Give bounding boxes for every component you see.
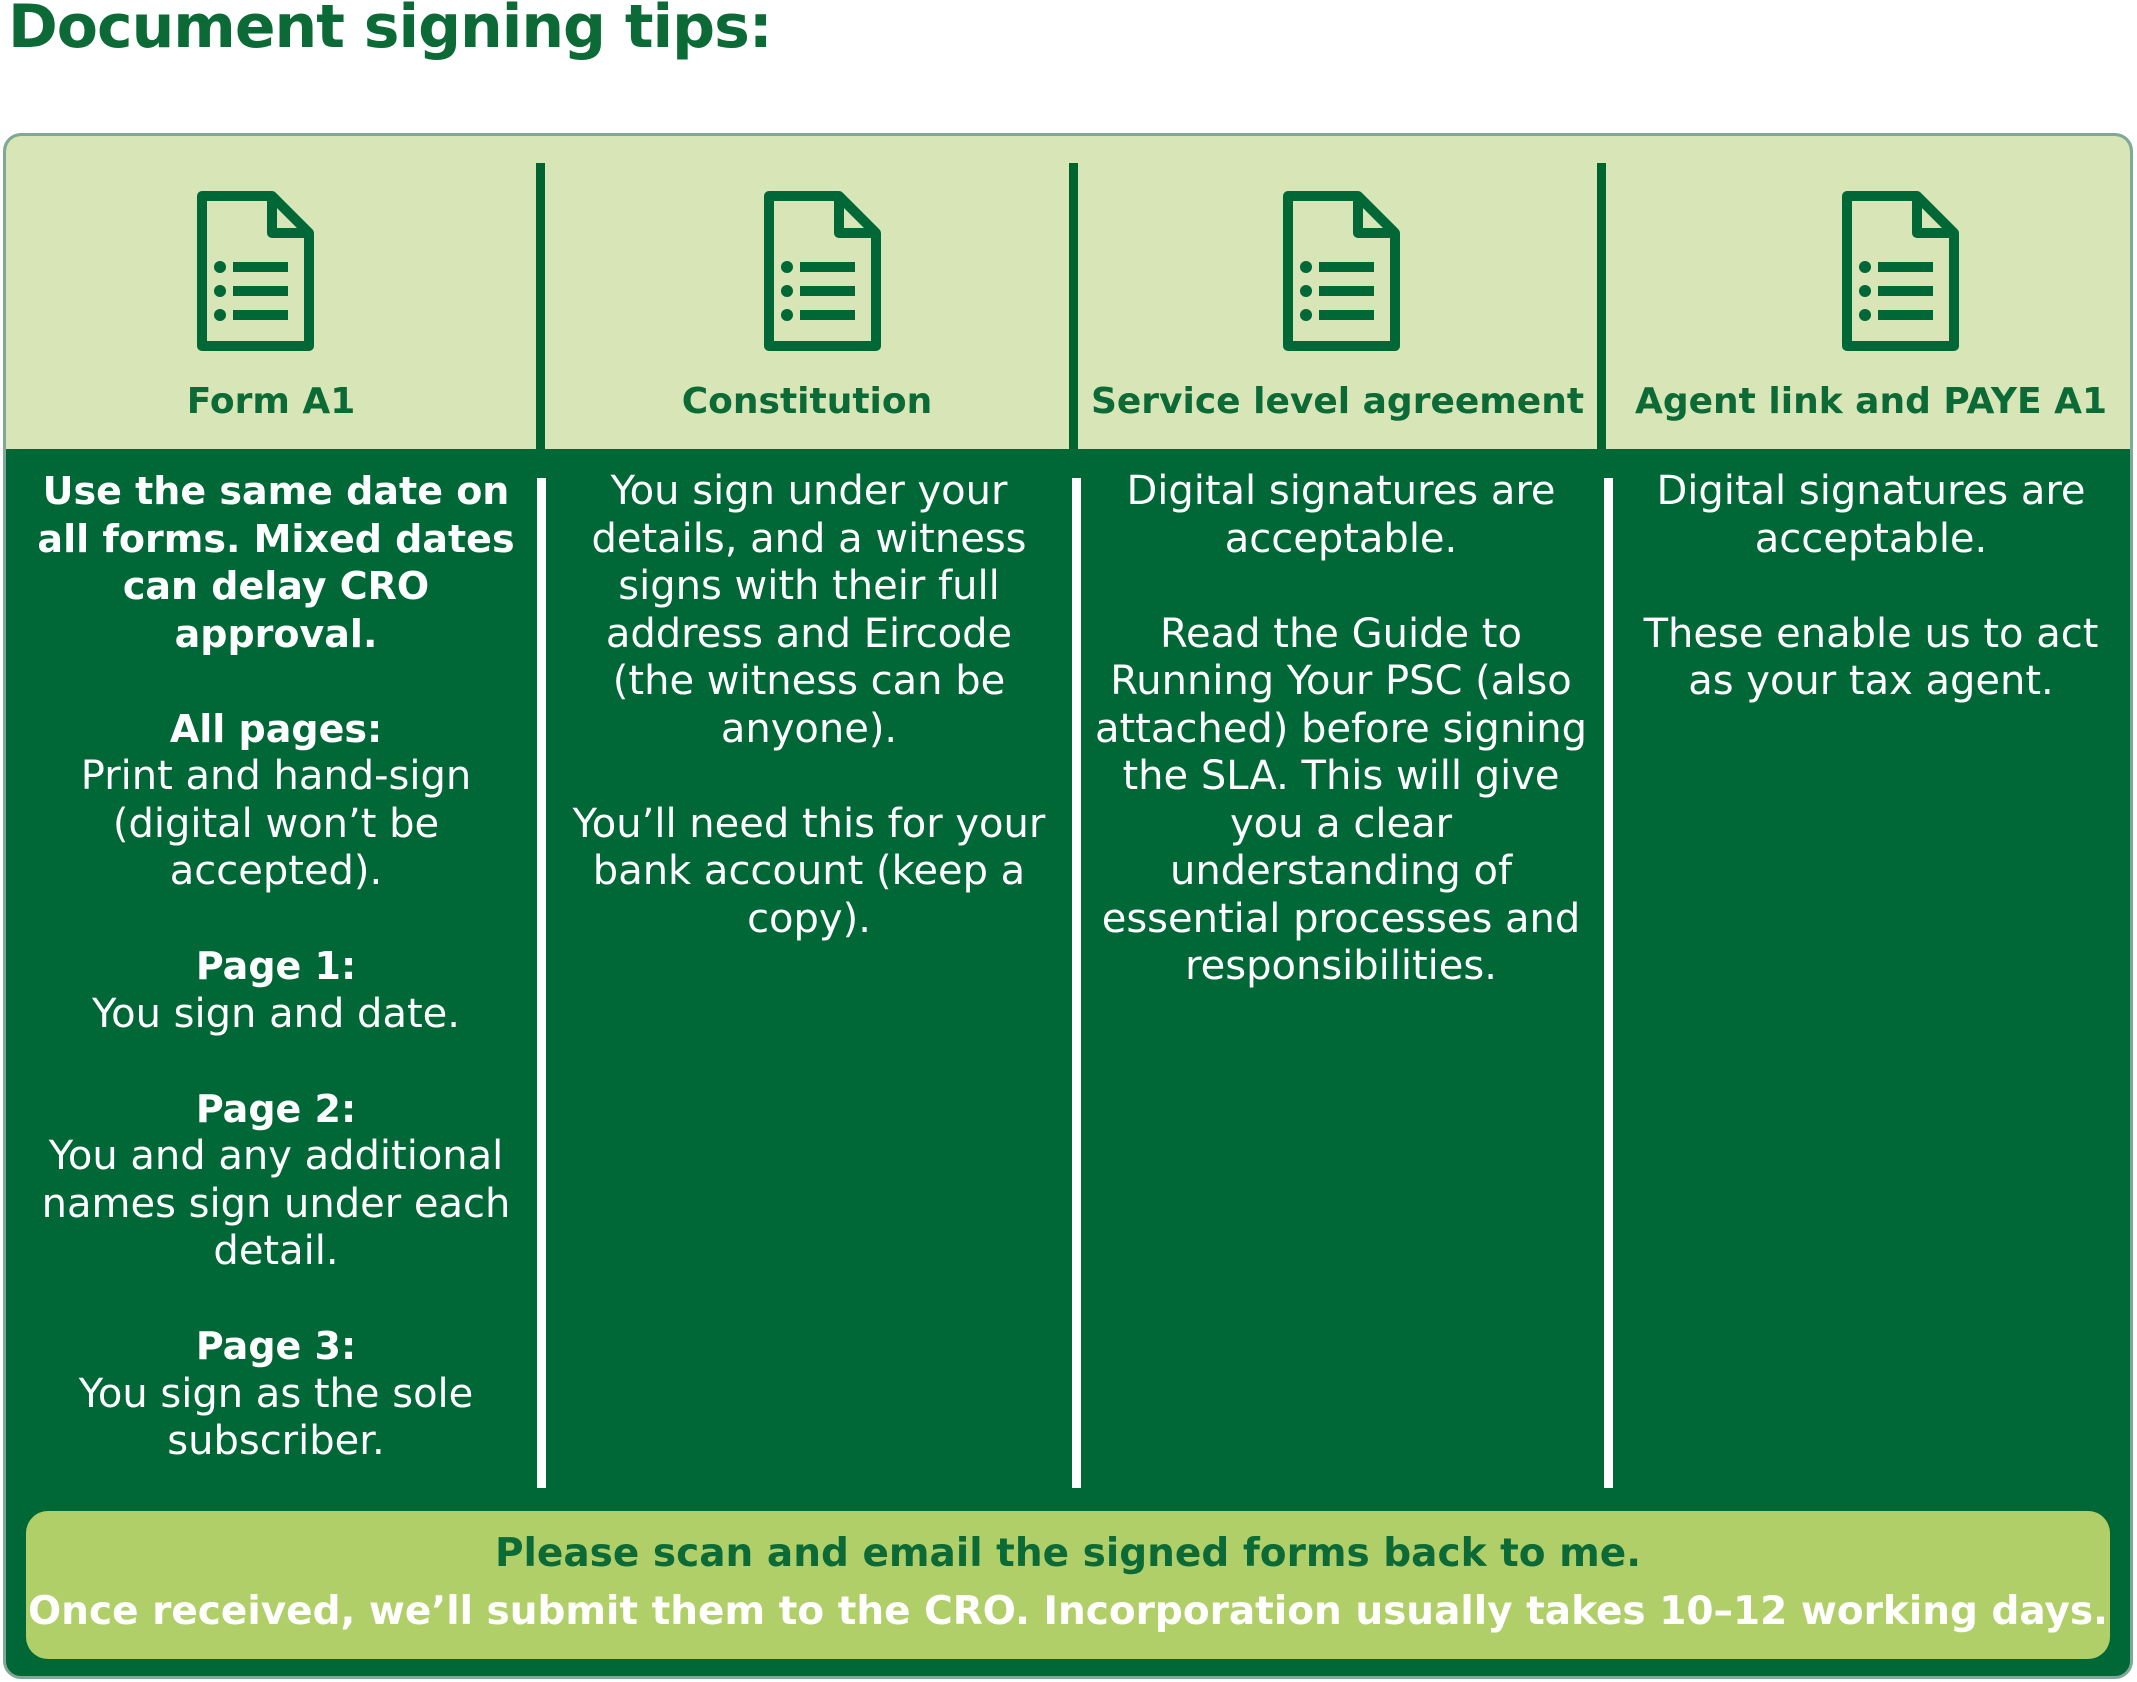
footer-line-2: Once received, we’ll submit them to the CRO. Incorporation usually takes 10–12 working days. (28, 1589, 2108, 1634)
tip-text: Digital signatures are acceptable. (1126, 468, 1556, 562)
tip-text: Read the Guide to Running Your PSC (also attached) before signing the SLA. This will give you a clear understanding of essential processes and responsibilities. (1094, 610, 1588, 989)
tip-text: You and any additional names sign under each detail. (41, 1133, 511, 1274)
tip-text: You sign and date. (92, 990, 460, 1037)
document-list-icon (1278, 191, 1402, 355)
tip-text: Digital signatures are acceptable. (1656, 468, 2086, 562)
tip-text: You sign as the sole subscriber. (78, 1370, 474, 1464)
column-title: Service level agreement (1090, 381, 1585, 422)
tip-bold: Page 3: (195, 1324, 357, 1368)
column-title: Form A1 (186, 381, 356, 422)
tip-bold: Page 1: (195, 944, 357, 988)
column-title: Agent link and PAYE A1 (1634, 381, 2108, 422)
document-list-icon (759, 191, 883, 355)
tip-bold: All pages: (169, 706, 383, 751)
column-header-constitution (545, 136, 1069, 449)
footer-note (26, 1511, 2110, 1659)
body-divider (1072, 478, 1081, 1488)
document-list-icon (192, 191, 316, 355)
header-divider (536, 163, 545, 449)
column-body-form-a1 (26, 468, 526, 1513)
column-header-agent-link (1606, 136, 2133, 449)
document-list-icon (1837, 191, 1961, 355)
tip-bold: Page 2: (195, 1086, 357, 1131)
tip-text: Print and hand-sign (digital won’t be accepted). (80, 753, 472, 894)
tip-text: You’ll need this for your bank account (keep a copy). (572, 800, 1046, 942)
tip-text: These enable us to act as your tax agent. (1643, 610, 2099, 704)
header-divider (1069, 163, 1078, 449)
body-divider (537, 478, 546, 1488)
signing-tips-card (3, 133, 2133, 1679)
page-title: Document signing tips: (8, 0, 772, 62)
tip-text: You sign under your details, and a witness signs with their full address and Eircode (the witness can be anyone). (591, 468, 1027, 752)
column-body-agent-link (1626, 468, 2116, 753)
body-divider (1604, 478, 1613, 1488)
column-title: Constitution (681, 381, 933, 422)
footer-line-1: Please scan and email the signed forms back to me. (494, 1531, 1642, 1576)
header-divider (1597, 163, 1606, 449)
column-header-form-a1 (6, 136, 536, 449)
tip-bold: Use the same date on all forms. Mixed dates can delay CRO approval. (37, 469, 515, 656)
column-body-service-level-agreement (1091, 468, 1591, 1038)
column-body-constitution (561, 468, 1057, 991)
column-header-service-level-agreement (1078, 136, 1597, 449)
